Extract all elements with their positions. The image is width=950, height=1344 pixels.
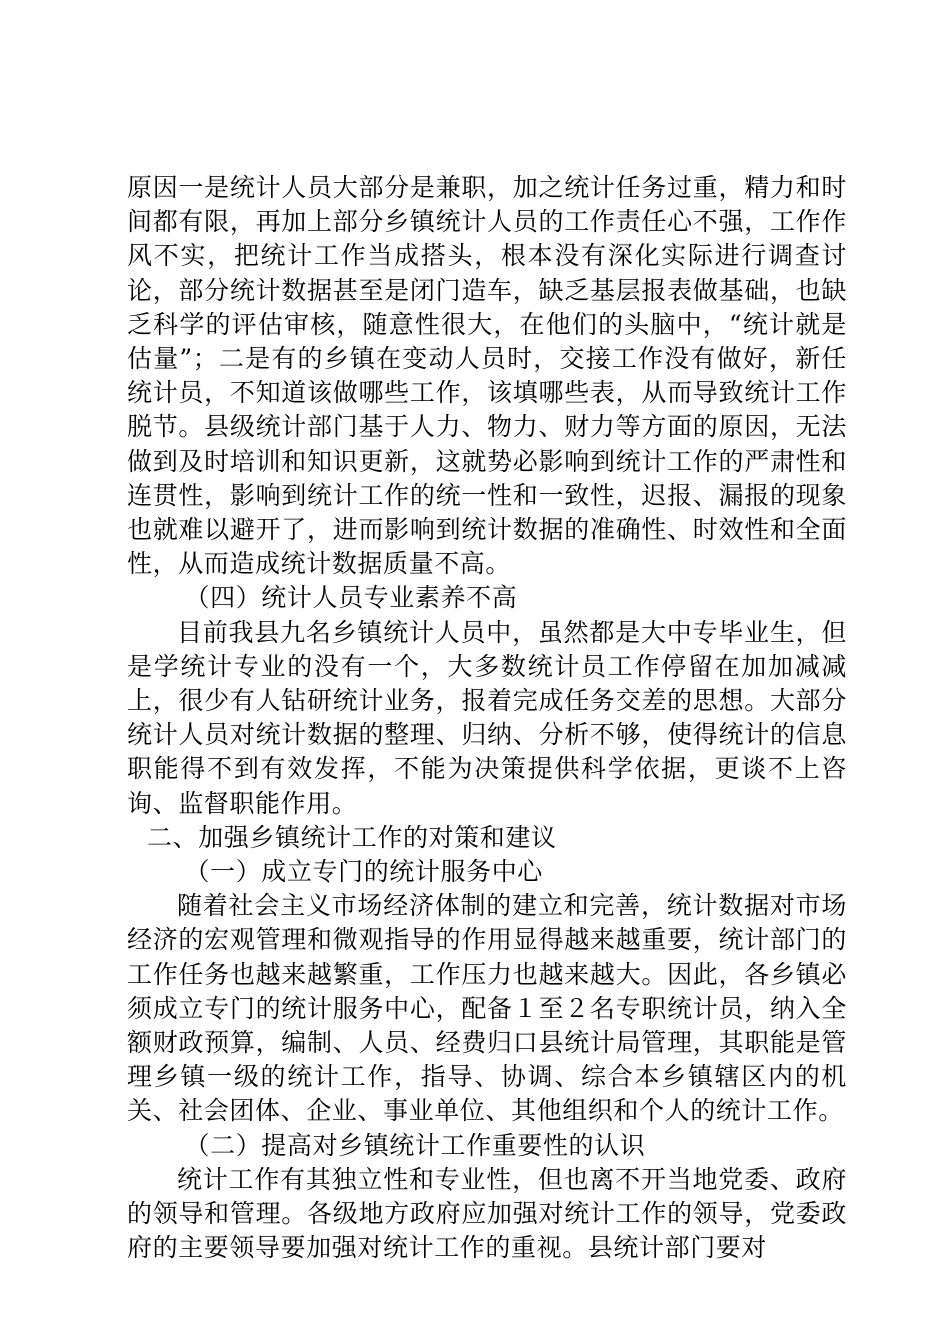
section-heading-2: （二）提高对乡镇统计工作重要性的认识 bbox=[184, 1130, 646, 1160]
section-heading-1: （一）成立专门的统计服务中心 bbox=[184, 857, 543, 887]
body-paragraph: 统计工作有其独立性和专业性，但也离不开当地党委、政府的领导和管理。各级地方政府应加强对统计工作的领导，党委政府的主要领导要加强对统计工作的重视。县统计部门要对 bbox=[127, 1164, 847, 1263]
body-paragraph: 原因一是统计人员大部分是兼职，加之统计任务过重，精力和时间都有限，再加上部分乡镇统计人员的工作责任心不强，工作作风不实，把统计工作当成搭头，根本没有深化实际进行调查讨论，部分统计数据甚至是闭门造车，缺乏基层报表做基础，也缺乏科学的评估审核，随意性很大，在他们的头脑中，“统计就是估量”；二是有的乡镇在变动人员时，交接工作没有做好，新任统计员，不知道该做哪些工作，该填哪些表，从而导致统计工作脱节。县级统计部门基于人力、物力、财力等方面的原因，无法做到及时培训和知识更新，这就势必影响到统计工作的严肃性和连贯性，影响到统计工作的统一性和一致性，迟报、漏报的现象也就难以避开了，进而影响到统计数据的准确性、时效性和全面性，从而造成统计数据质量不高。 bbox=[127, 173, 847, 579]
chapter-heading-2: 二、加强乡镇统计工作的对策和建议 bbox=[147, 822, 557, 852]
document-body bbox=[127, 171, 847, 1266]
body-paragraph: 目前我县九名乡镇统计人员中，虽然都是大中专毕业生，但是学统计专业的没有一个，大多数统计员工作停留在加加减减上，很少有人钻研统计业务，报着完成任务交差的思想。大部分统计人员对统计数据的整理、归纳、分析不够，使得统计的信息职能得不到有效发挥，不能为决策提供科学依据，更谈不上咨询、监督职能作用。 bbox=[127, 617, 847, 818]
body-paragraph: 随着社会主义市场经济体制的建立和完善，统计数据对市场经济的宏观管理和微观指导的作用显得越来越重要，统计部门的工作任务也越来越繁重，工作压力也越来越大。因此，各乡镇必须成立专门的统计服务中心，配备１至２名专职统计员，纳入全额财政预算，编制、人员、经费归口县统计局管理，其职能是管理乡镇一级的统计工作，指导、协调、综合本乡镇辖区内的机关、社会团体、企业、事业单位、其他组织和个人的统计工作。 bbox=[127, 891, 847, 1126]
section-heading-4: （四）统计人员专业素养不高 bbox=[184, 583, 518, 613]
